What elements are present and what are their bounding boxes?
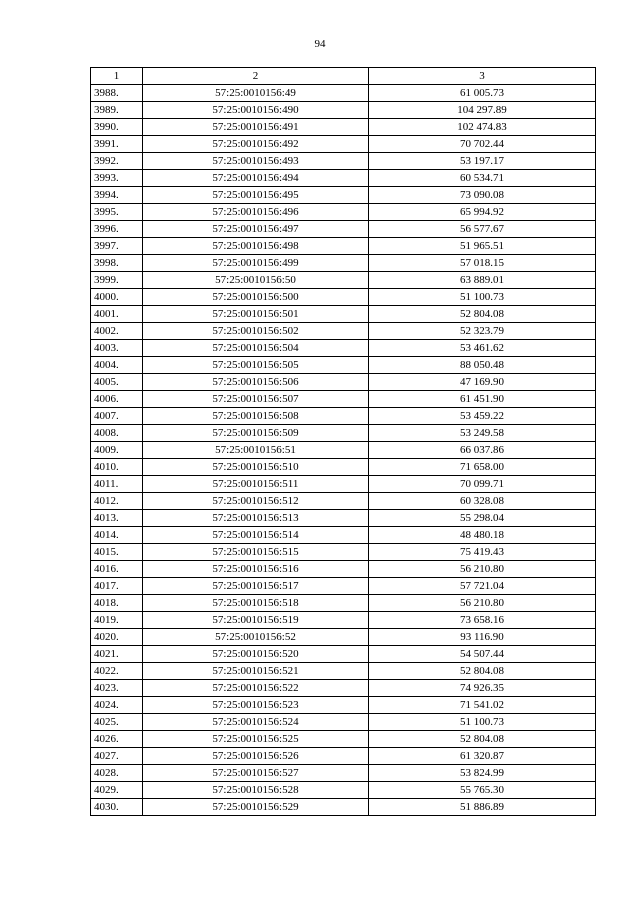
page-number: 94 [314, 38, 326, 50]
table-row [91, 85, 596, 102]
value-cell: 56 210.80 [369, 595, 596, 612]
column-header-3: 3 [369, 68, 596, 85]
value-cell: 51 965.51 [369, 238, 596, 255]
value-cell: 60 328.08 [369, 493, 596, 510]
row-number-cell: 4009. [91, 442, 143, 459]
table-row [91, 595, 596, 612]
row-number-cell: 3996. [91, 221, 143, 238]
value-cell: 53 459.22 [369, 408, 596, 425]
cadastral-number-cell: 57:25:0010156:505 [143, 357, 369, 374]
value-cell: 54 507.44 [369, 646, 596, 663]
row-number-cell: 4019. [91, 612, 143, 629]
value-cell: 61 005.73 [369, 85, 596, 102]
cadastral-number-cell: 57:25:0010156:514 [143, 527, 369, 544]
value-cell: 66 037.86 [369, 442, 596, 459]
cadastral-number-cell: 57:25:0010156:52 [143, 629, 369, 646]
row-number-cell: 4005. [91, 374, 143, 391]
table-row [91, 646, 596, 663]
table-row [91, 782, 596, 799]
cadastral-number-cell: 57:25:0010156:518 [143, 595, 369, 612]
table-row [91, 612, 596, 629]
value-cell: 57 721.04 [369, 578, 596, 595]
table-row [91, 221, 596, 238]
column-header-2: 2 [143, 68, 369, 85]
value-cell: 73 658.16 [369, 612, 596, 629]
row-number-cell: 4025. [91, 714, 143, 731]
row-number-cell: 3999. [91, 272, 143, 289]
value-cell: 61 451.90 [369, 391, 596, 408]
row-number-cell: 4008. [91, 425, 143, 442]
row-number-cell: 4017. [91, 578, 143, 595]
row-number-cell: 4027. [91, 748, 143, 765]
row-number-cell: 4018. [91, 595, 143, 612]
value-cell: 71 658.00 [369, 459, 596, 476]
cadastral-number-cell: 57:25:0010156:516 [143, 561, 369, 578]
row-number-cell: 3989. [91, 102, 143, 119]
table-body [91, 85, 596, 816]
table-row [91, 289, 596, 306]
value-cell: 63 889.01 [369, 272, 596, 289]
value-cell: 71 541.02 [369, 697, 596, 714]
table-row [91, 153, 596, 170]
table-row [91, 799, 596, 816]
value-cell: 48 480.18 [369, 527, 596, 544]
value-cell: 51 100.73 [369, 714, 596, 731]
value-cell: 75 419.43 [369, 544, 596, 561]
value-cell: 52 804.08 [369, 663, 596, 680]
row-number-cell: 4015. [91, 544, 143, 561]
row-number-cell: 4022. [91, 663, 143, 680]
value-cell: 53 461.62 [369, 340, 596, 357]
cadastral-number-cell: 57:25:0010156:49 [143, 85, 369, 102]
value-cell: 65 994.92 [369, 204, 596, 221]
row-number-cell: 3998. [91, 255, 143, 272]
row-number-cell: 4021. [91, 646, 143, 663]
value-cell: 53 197.17 [369, 153, 596, 170]
table-row [91, 697, 596, 714]
table-row [91, 408, 596, 425]
cadastral-number-cell: 57:25:0010156:509 [143, 425, 369, 442]
table-row [91, 510, 596, 527]
cadastral-number-cell: 57:25:0010156:521 [143, 663, 369, 680]
table-row [91, 170, 596, 187]
cadastral-number-cell: 57:25:0010156:512 [143, 493, 369, 510]
table-row [91, 238, 596, 255]
row-number-cell: 4023. [91, 680, 143, 697]
cadastral-number-cell: 57:25:0010156:513 [143, 510, 369, 527]
cadastral-number-cell: 57:25:0010156:529 [143, 799, 369, 816]
table-row [91, 340, 596, 357]
row-number-cell: 4011. [91, 476, 143, 493]
value-cell: 60 534.71 [369, 170, 596, 187]
row-number-cell: 3991. [91, 136, 143, 153]
value-cell: 104 297.89 [369, 102, 596, 119]
row-number-cell: 4030. [91, 799, 143, 816]
table-row [91, 493, 596, 510]
column-header-1: 1 [91, 68, 143, 85]
table-row [91, 527, 596, 544]
row-number-cell: 4020. [91, 629, 143, 646]
row-number-cell: 4001. [91, 306, 143, 323]
row-number-cell: 3994. [91, 187, 143, 204]
value-cell: 53 249.58 [369, 425, 596, 442]
table-row [91, 748, 596, 765]
table-row [91, 765, 596, 782]
value-cell: 88 050.48 [369, 357, 596, 374]
value-cell: 53 824.99 [369, 765, 596, 782]
cadastral-number-cell: 57:25:0010156:511 [143, 476, 369, 493]
cadastral-number-cell: 57:25:0010156:497 [143, 221, 369, 238]
table-row [91, 204, 596, 221]
row-number-cell: 4029. [91, 782, 143, 799]
cadastral-number-cell: 57:25:0010156:524 [143, 714, 369, 731]
row-number-cell: 4026. [91, 731, 143, 748]
table-row [91, 561, 596, 578]
row-number-cell: 4028. [91, 765, 143, 782]
value-cell: 52 323.79 [369, 323, 596, 340]
table-row [91, 306, 596, 323]
cadastral-number-cell: 57:25:0010156:519 [143, 612, 369, 629]
value-cell: 73 090.08 [369, 187, 596, 204]
cadastral-number-cell: 57:25:0010156:507 [143, 391, 369, 408]
value-cell: 52 804.08 [369, 306, 596, 323]
table-row [91, 323, 596, 340]
table-row [91, 272, 596, 289]
cadastral-number-cell: 57:25:0010156:522 [143, 680, 369, 697]
value-cell: 102 474.83 [369, 119, 596, 136]
table-row [91, 459, 596, 476]
value-cell: 52 804.08 [369, 731, 596, 748]
table-row [91, 374, 596, 391]
value-cell: 70 702.44 [369, 136, 596, 153]
value-cell: 61 320.87 [369, 748, 596, 765]
cadastral-number-cell: 57:25:0010156:496 [143, 204, 369, 221]
table-row [91, 578, 596, 595]
cadastral-number-cell: 57:25:0010156:501 [143, 306, 369, 323]
row-number-cell: 4014. [91, 527, 143, 544]
cadastral-number-cell: 57:25:0010156:51 [143, 442, 369, 459]
table-row [91, 119, 596, 136]
row-number-cell: 3992. [91, 153, 143, 170]
row-number-cell: 3988. [91, 85, 143, 102]
value-cell: 55 298.04 [369, 510, 596, 527]
table-row [91, 442, 596, 459]
value-cell: 74 926.35 [369, 680, 596, 697]
row-number-cell: 4013. [91, 510, 143, 527]
cadastral-number-cell: 57:25:0010156:506 [143, 374, 369, 391]
table-row [91, 714, 596, 731]
cadastral-number-cell: 57:25:0010156:526 [143, 748, 369, 765]
cadastral-number-cell: 57:25:0010156:493 [143, 153, 369, 170]
cadastral-number-cell: 57:25:0010156:490 [143, 102, 369, 119]
cadastral-number-cell: 57:25:0010156:494 [143, 170, 369, 187]
table-row [91, 255, 596, 272]
cadastral-number-cell: 57:25:0010156:527 [143, 765, 369, 782]
row-number-cell: 4016. [91, 561, 143, 578]
table-row [91, 731, 596, 748]
cadastral-number-cell: 57:25:0010156:495 [143, 187, 369, 204]
cadastral-number-cell: 57:25:0010156:499 [143, 255, 369, 272]
row-number-cell: 4010. [91, 459, 143, 476]
cadastral-number-cell: 57:25:0010156:502 [143, 323, 369, 340]
table-row [91, 357, 596, 374]
value-cell: 57 018.15 [369, 255, 596, 272]
table-row [91, 391, 596, 408]
data-table [90, 67, 596, 816]
value-cell: 51 100.73 [369, 289, 596, 306]
table-row [91, 544, 596, 561]
row-number-cell: 4002. [91, 323, 143, 340]
table-row [91, 629, 596, 646]
table-row [91, 136, 596, 153]
table-row [91, 102, 596, 119]
row-number-cell: 4004. [91, 357, 143, 374]
row-number-cell: 3990. [91, 119, 143, 136]
cadastral-number-cell: 57:25:0010156:491 [143, 119, 369, 136]
value-cell: 56 210.80 [369, 561, 596, 578]
table-row [91, 187, 596, 204]
cadastral-number-cell: 57:25:0010156:500 [143, 289, 369, 306]
value-cell: 70 099.71 [369, 476, 596, 493]
row-number-cell: 3995. [91, 204, 143, 221]
table-row [91, 476, 596, 493]
row-number-cell: 4012. [91, 493, 143, 510]
row-number-cell: 3997. [91, 238, 143, 255]
cadastral-number-cell: 57:25:0010156:504 [143, 340, 369, 357]
row-number-cell: 3993. [91, 170, 143, 187]
value-cell: 51 886.89 [369, 799, 596, 816]
row-number-cell: 4003. [91, 340, 143, 357]
table-header [91, 68, 596, 85]
row-number-cell: 4000. [91, 289, 143, 306]
header-row [91, 68, 596, 85]
value-cell: 93 116.90 [369, 629, 596, 646]
cadastral-number-cell: 57:25:0010156:517 [143, 578, 369, 595]
value-cell: 56 577.67 [369, 221, 596, 238]
row-number-cell: 4024. [91, 697, 143, 714]
table-row [91, 680, 596, 697]
cadastral-number-cell: 57:25:0010156:498 [143, 238, 369, 255]
cadastral-number-cell: 57:25:0010156:50 [143, 272, 369, 289]
table-row [91, 425, 596, 442]
value-cell: 47 169.90 [369, 374, 596, 391]
cadastral-number-cell: 57:25:0010156:528 [143, 782, 369, 799]
row-number-cell: 4006. [91, 391, 143, 408]
cadastral-number-cell: 57:25:0010156:508 [143, 408, 369, 425]
table-row [91, 663, 596, 680]
cadastral-number-cell: 57:25:0010156:510 [143, 459, 369, 476]
cadastral-number-cell: 57:25:0010156:523 [143, 697, 369, 714]
row-number-cell: 4007. [91, 408, 143, 425]
value-cell: 55 765.30 [369, 782, 596, 799]
cadastral-number-cell: 57:25:0010156:520 [143, 646, 369, 663]
cadastral-number-cell: 57:25:0010156:525 [143, 731, 369, 748]
cadastral-number-cell: 57:25:0010156:492 [143, 136, 369, 153]
cadastral-number-cell: 57:25:0010156:515 [143, 544, 369, 561]
